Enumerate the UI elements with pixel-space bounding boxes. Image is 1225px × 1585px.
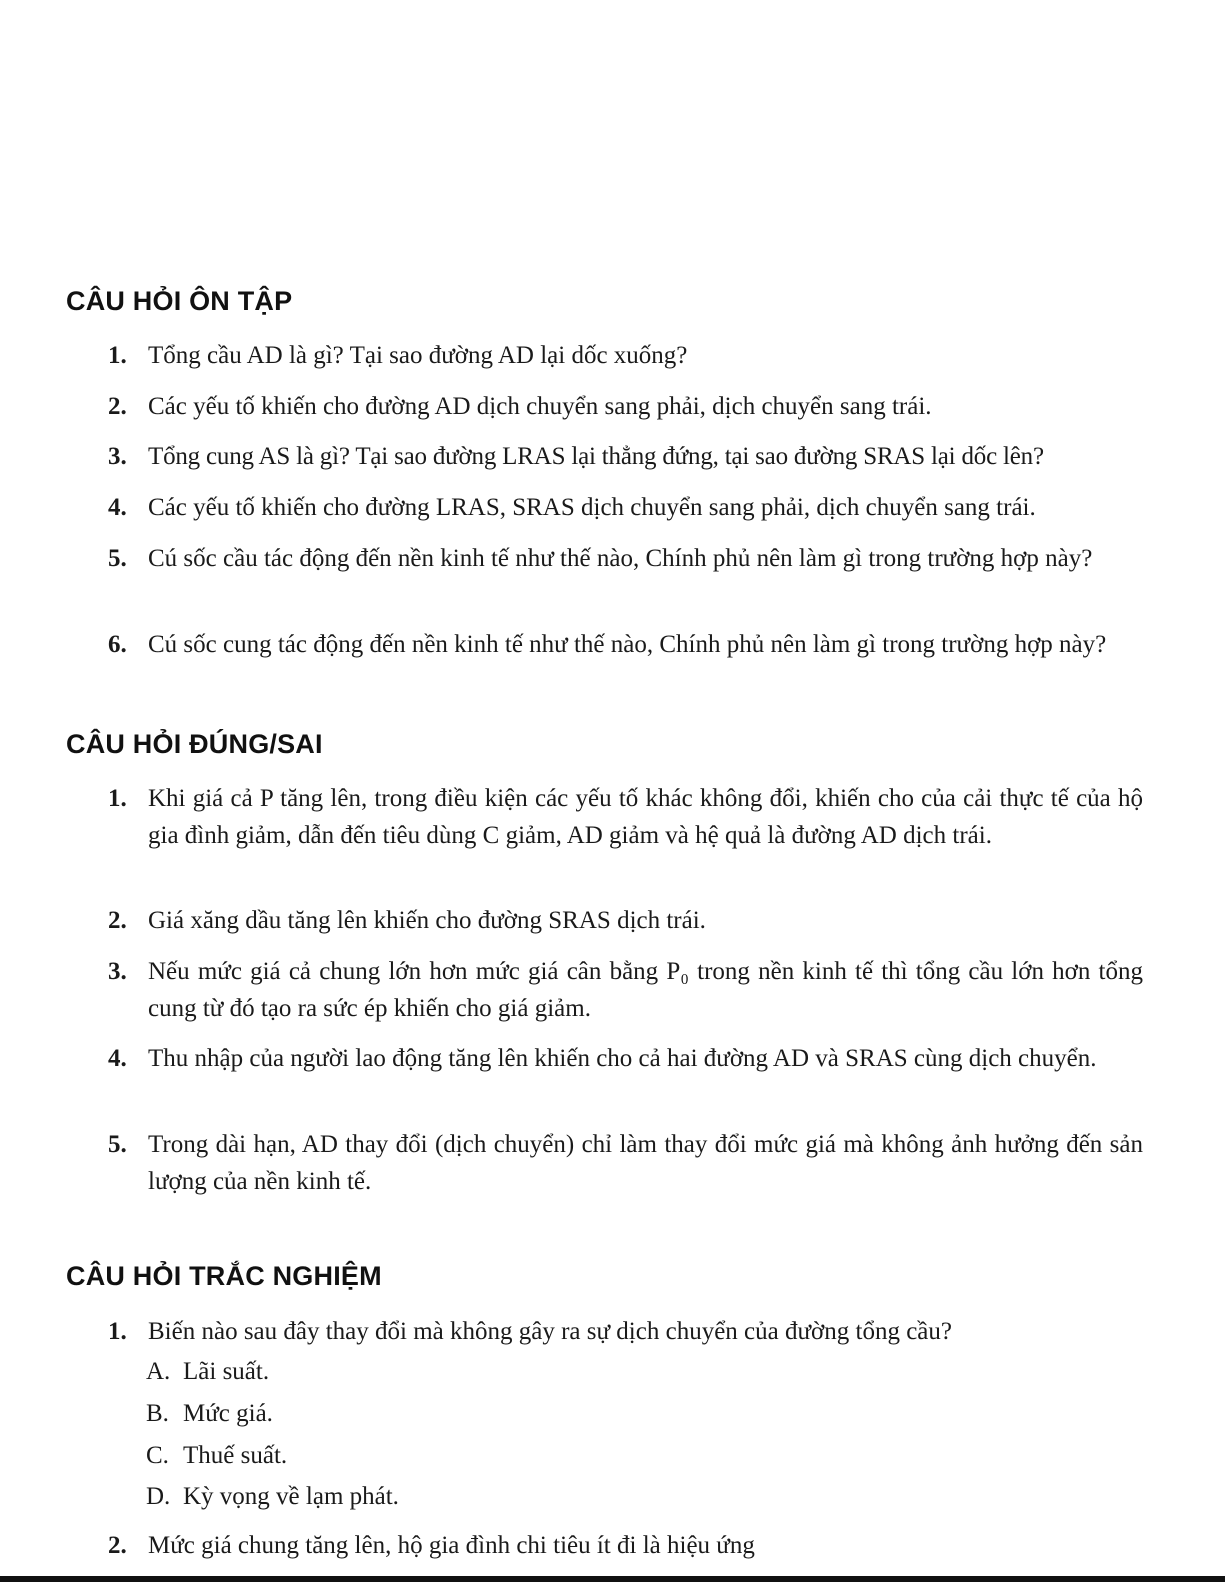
question-text: Nếu mức giá cả chung lớn hơn mức giá cân bằng P₀ trong nền kinh tế thì tổng cầu lớn hơn tổng cung từ đó tạo ra sức ép khiến cho giá giảm. bbox=[148, 958, 1143, 1022]
page-bottom-border bbox=[0, 1576, 1225, 1582]
review-question-1 bbox=[108, 337, 1143, 374]
question-number: 1. bbox=[108, 1318, 127, 1345]
mcq-option-c bbox=[146, 1437, 287, 1474]
question-number: 5. bbox=[108, 1131, 127, 1158]
question-text: Thu nhập của người lao động tăng lên khiến cho cả hai đường AD và SRAS cùng dịch chuyển. bbox=[148, 1045, 1097, 1072]
option-label: B. bbox=[146, 1400, 169, 1427]
option-label: A. bbox=[146, 1358, 171, 1385]
review-question-3 bbox=[108, 438, 1143, 475]
question-text: Cú sốc cung tác động đến nền kinh tế như thế nào, Chính phủ nên làm gì trong trường hợp này? bbox=[148, 631, 1107, 658]
question-number: 3. bbox=[108, 958, 127, 985]
option-label: C. bbox=[146, 1442, 169, 1469]
question-text: Trong dài hạn, AD thay đổi (dịch chuyển) chỉ làm thay đổi mức giá mà không ảnh hưởng đến sản lượng của nền kinh tế. bbox=[148, 1131, 1143, 1195]
question-text: Mức giá chung tăng lên, hộ gia đình chi tiêu ít đi là hiệu ứng bbox=[148, 1532, 755, 1559]
truefalse-question-1 bbox=[108, 780, 1143, 854]
question-number: 6. bbox=[108, 631, 127, 658]
question-number: 2. bbox=[108, 1532, 127, 1559]
question-number: 4. bbox=[108, 494, 127, 521]
question-number: 2. bbox=[108, 907, 127, 934]
section-title-mcq: CÂU HỎI TRẮC NGHIỆM bbox=[66, 1261, 382, 1291]
question-text: Các yếu tố khiến cho đường AD dịch chuyển sang phải, dịch chuyển sang trái. bbox=[148, 393, 932, 420]
mcq-question-1 bbox=[108, 1313, 1143, 1350]
question-number: 1. bbox=[108, 342, 127, 369]
question-text: Giá xăng dầu tăng lên khiến cho đường SRAS dịch trái. bbox=[148, 907, 706, 934]
review-question-6 bbox=[108, 626, 1143, 663]
section-title-truefalse: CÂU HỎI ĐÚNG/SAI bbox=[66, 729, 323, 759]
question-text: Tổng cung AS là gì? Tại sao đường LRAS lại thẳng đứng, tại sao đường SRAS lại dốc lên? bbox=[148, 443, 1044, 470]
truefalse-question-2 bbox=[108, 902, 1143, 939]
review-question-4 bbox=[108, 489, 1143, 526]
question-number: 4. bbox=[108, 1045, 127, 1072]
mcq-option-b bbox=[146, 1395, 273, 1432]
mcq-option-a bbox=[146, 1353, 269, 1390]
question-number: 1. bbox=[108, 785, 127, 812]
question-text: Cú sốc cầu tác động đến nền kinh tế như thế nào, Chính phủ nên làm gì trong trường hợp này? bbox=[148, 545, 1093, 572]
question-text: Các yếu tố khiến cho đường LRAS, SRAS dịch chuyển sang phải, dịch chuyển sang trái. bbox=[148, 494, 1036, 521]
question-number: 2. bbox=[108, 393, 127, 420]
option-text: Mức giá. bbox=[183, 1400, 273, 1427]
question-text: Khi giá cả P tăng lên, trong điều kiện các yếu tố khác không đổi, khiến cho của cải thực tế của hộ gia đình giảm, dẫn đến tiêu dùng C giảm, AD giảm và hệ quả là đường AD dịch trái. bbox=[148, 785, 1143, 849]
question-text: Biến nào sau đây thay đổi mà không gây ra sự dịch chuyển của đường tổng cầu? bbox=[148, 1318, 952, 1345]
truefalse-question-3 bbox=[108, 953, 1143, 1027]
option-text: Kỳ vọng về lạm phát. bbox=[183, 1483, 399, 1510]
mcq-question-2 bbox=[108, 1527, 1143, 1564]
question-text: Tổng cầu AD là gì? Tại sao đường AD lại dốc xuống? bbox=[148, 342, 688, 369]
mcq-option-d bbox=[146, 1478, 399, 1515]
truefalse-question-5 bbox=[108, 1126, 1143, 1200]
option-label: D. bbox=[146, 1483, 171, 1510]
question-number: 5. bbox=[108, 545, 127, 572]
option-text: Lãi suất. bbox=[183, 1358, 270, 1385]
question-number: 3. bbox=[108, 443, 127, 470]
review-question-2 bbox=[108, 388, 1143, 425]
review-question-5 bbox=[108, 540, 1143, 577]
option-text: Thuế suất. bbox=[183, 1442, 288, 1469]
section-title-review: CÂU HỎI ÔN TẬP bbox=[66, 286, 293, 316]
truefalse-question-4 bbox=[108, 1040, 1143, 1077]
